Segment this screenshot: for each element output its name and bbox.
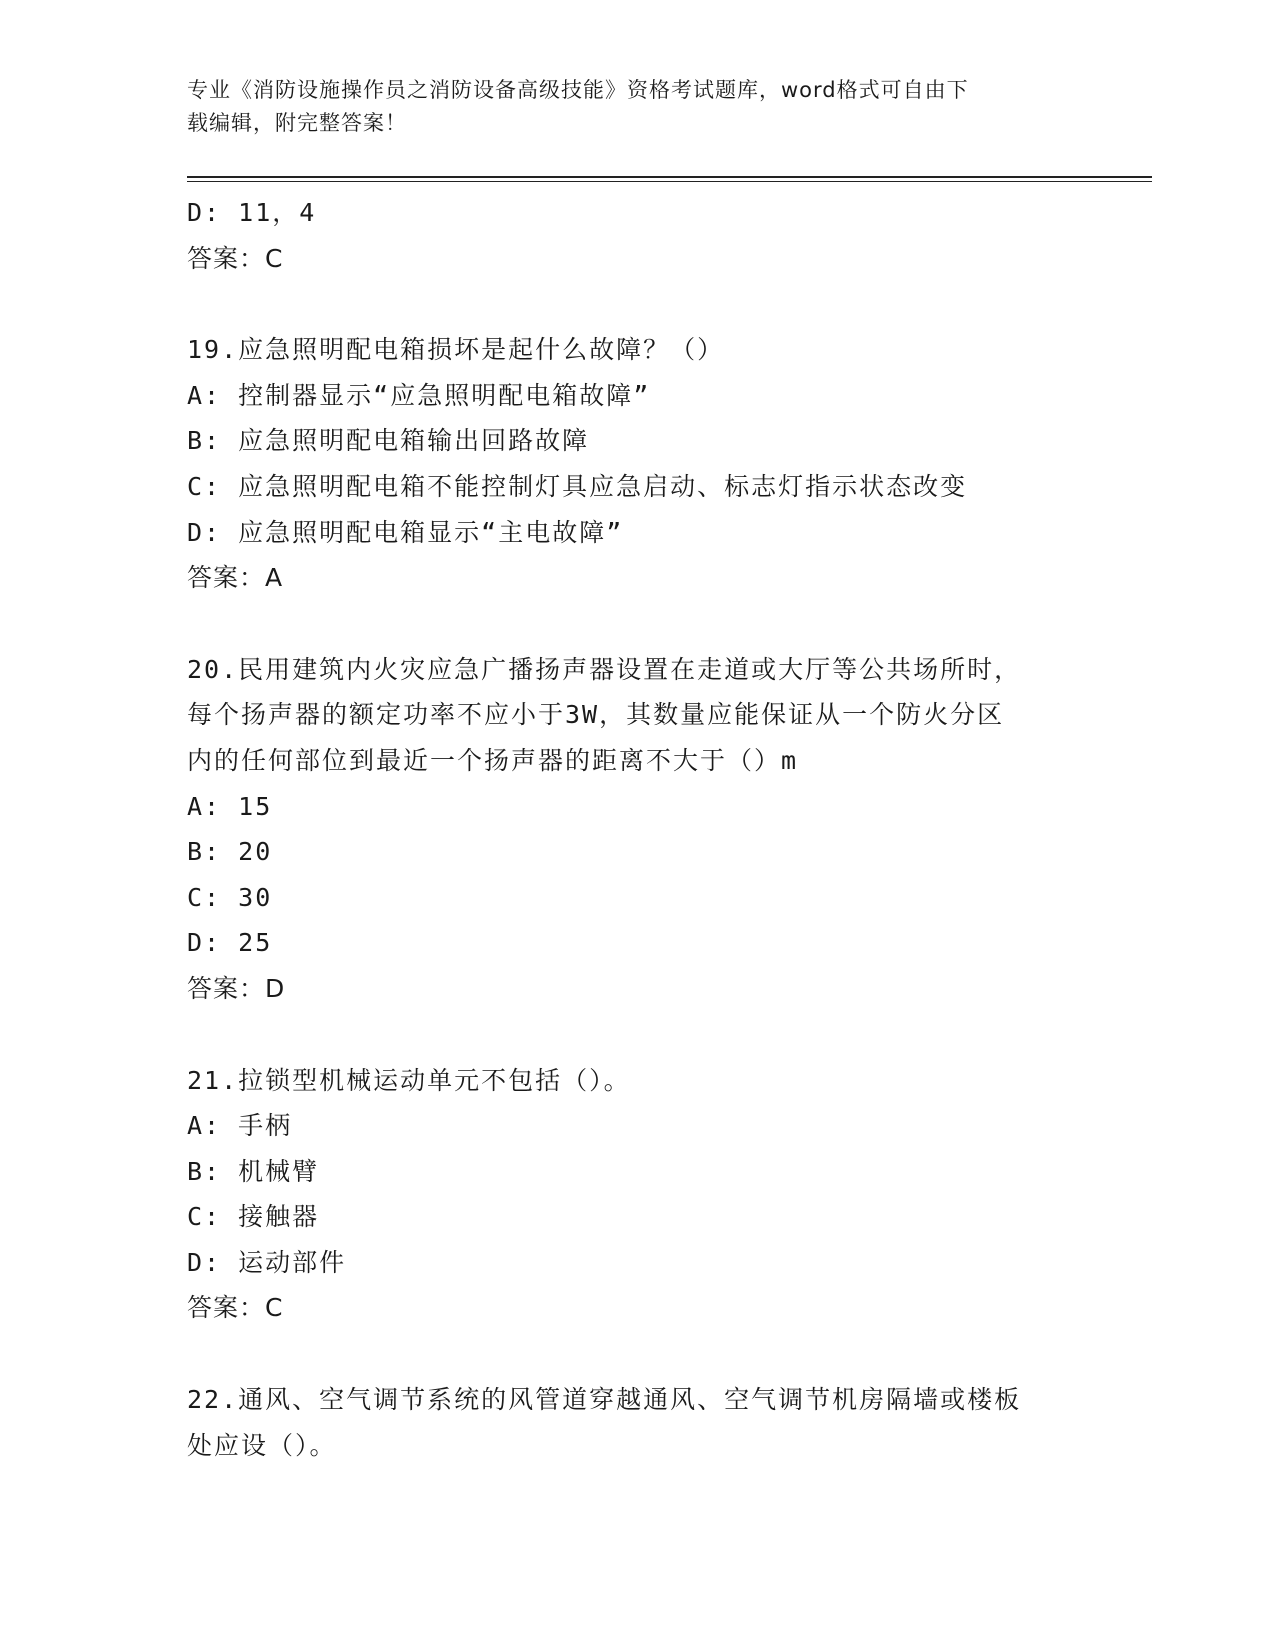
answer: 答案：C — [187, 243, 284, 273]
document-body — [187, 190, 1087, 1468]
question-19 — [187, 327, 1087, 601]
previous-question-tail — [187, 190, 1087, 281]
option-d: D: 运动部件 — [187, 1247, 347, 1277]
option-c: C: 30 — [187, 882, 273, 912]
option-d: D: 11，4 — [187, 198, 317, 227]
option-c: C: 应急照明配电箱不能控制灯具应急启动、标志灯指示状态改变 — [187, 471, 968, 501]
option-a: A: 手柄 — [187, 1111, 293, 1141]
option-b: B: 应急照明配电箱输出回路故障 — [187, 426, 590, 456]
header-line-2: 载编辑，附完整答案！ — [187, 111, 407, 135]
option-b: B: 机械臂 — [187, 1156, 320, 1186]
option-d: D: 应急照明配电箱显示“主电故障” — [187, 517, 624, 547]
option-c: C: 接触器 — [187, 1202, 320, 1232]
answer: 答案：C — [187, 1293, 284, 1323]
header-divider — [187, 176, 1152, 182]
option-b: B: 20 — [187, 837, 273, 867]
option-d: D: 25 — [187, 928, 273, 958]
page-header — [187, 74, 1067, 140]
answer: 答案：A — [187, 563, 284, 593]
question-stem-line-1: 22.通风、空气调节系统的风管道穿越通风、空气调节机房隔墙或楼板 — [187, 1385, 1022, 1415]
option-a: A: 控制器显示“应急照明配电箱故障” — [187, 380, 651, 410]
question-stem-line-1: 20.民用建筑内火灾应急广播扬声器设置在走道或大厅等公共场所时， — [187, 654, 1022, 684]
question-stem: 21.拉锁型机械运动单元不包括（）。 — [187, 1065, 631, 1095]
question-21 — [187, 1058, 1087, 1332]
option-a: A: 15 — [187, 791, 273, 821]
question-stem: 19.应急照明配电箱损坏是起什么故障？（） — [187, 335, 725, 365]
question-stem-line-2: 处应设（）。 — [187, 1430, 337, 1460]
answer: 答案：D — [187, 973, 286, 1003]
question-22 — [187, 1377, 1087, 1468]
question-stem-line-2: 每个扬声器的额定功率不应小于3W，其数量应能保证从一个防火分区 — [187, 700, 1005, 730]
question-20 — [187, 647, 1087, 1012]
question-stem-line-3: 内的任何部位到最近一个扬声器的距离不大于（）m — [187, 745, 799, 775]
header-line-1: 专业《消防设施操作员之消防设备高级技能》资格考试题库，word格式可自由下 — [187, 78, 969, 102]
